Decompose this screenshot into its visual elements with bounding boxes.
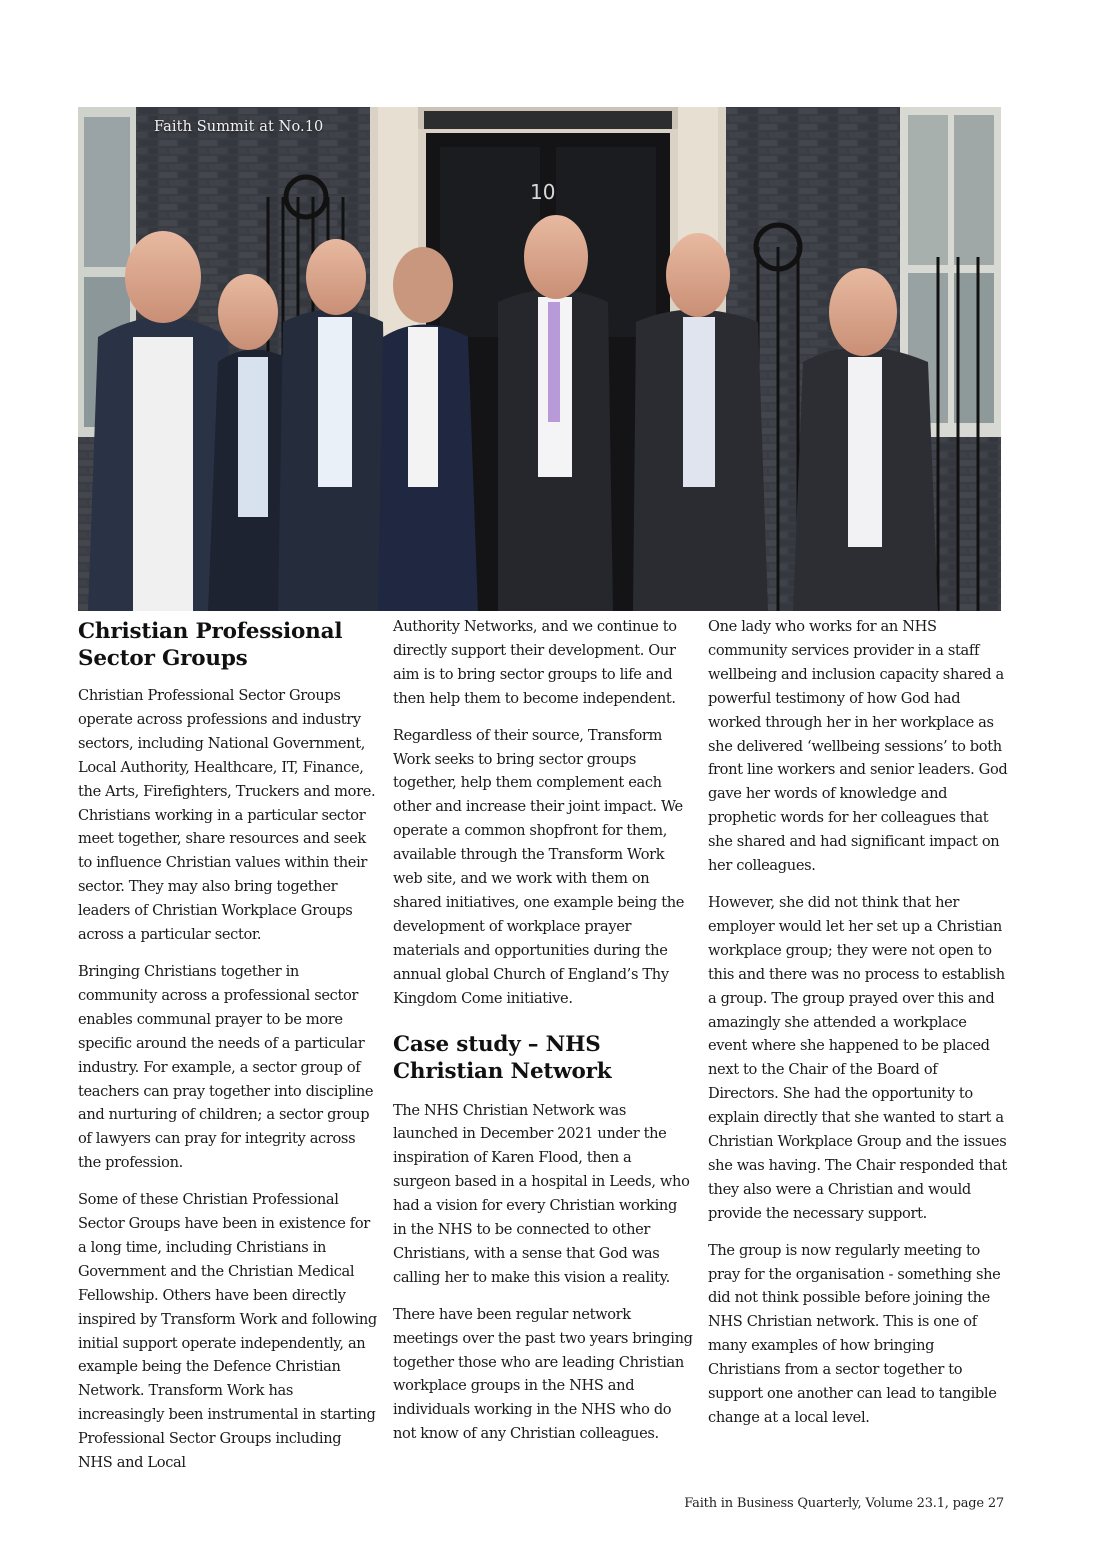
paragraph: One lady who works for an NHS community services provider in a staff wellbeing and inclusion capacity shared a powerful testimony of how God had worked through her in her workplace as she delivered ‘wellbeing sessions’ to both front line workers and senior leaders. God gave her words of knowledge and prophetic words for her colleagues that she shared and had significant impact on her colleagues. <box>708 618 1008 875</box>
page-footer: Faith in Business Quarterly, Volume 23.1, page 27 <box>684 1496 1004 1511</box>
paragraph: Bringing Christians together in community across a professional sector enables communal prayer to be more specific around the needs of a particular industry. For example, a sector group of teachers can pray together into discipline and nurturing of children; a sector group of lawyers can pray for integrity across the profession. <box>78 962 374 1172</box>
door-number: 10 <box>530 180 556 204</box>
group-photo <box>78 107 1001 611</box>
photo-caption: Faith Summit at No.10 <box>154 119 324 135</box>
paragraph: Some of these Christian Professional Sector Groups have been in existence for a long time, including Christians in Government and the Christian Medical Fellowship. Others have been directly inspired by Transform Work and following initial support operate independently, an example being the Defence Christian Network. Transform Work has increasingly been instrumental in starting Professional Sector Groups including NHS and Local <box>78 1191 377 1472</box>
article-column-1 <box>78 618 378 1488</box>
paragraph: There have been regular network meetings over the past two years bringing together those who are leading Christian workplace groups in the NHS and individuals working in the NHS who do not know of any Christian colleagues. <box>393 1305 693 1443</box>
downing-street-photo-illustration <box>78 107 1001 611</box>
article-column-2 <box>393 615 693 1459</box>
article-column-3 <box>708 615 1008 1443</box>
case-study-heading: Case study – NHS Christian Network <box>393 1031 612 1084</box>
paragraph: Authority Networks, and we continue to directly support their development. Our aim is to bring sector groups to life and then help them to become independent. <box>393 618 677 707</box>
paragraph: The NHS Christian Network was launched in December 2021 under the inspiration of Karen Flood, then a surgeon based in a hospital in Leeds, who had a vision for every Christian working in the NHS to be connected to other Christians, with a sense that God was calling her to make this vision a reality. <box>393 1101 690 1286</box>
paragraph: However, she did not think that her employer would let her set up a Christian workplace group; they were not open to this and there was no process to establish a group. The group prayed over this and amazingly she attended a workplace event where she happened to be placed next to the Chair of the Board of Directors. She had the opportunity to explain directly that she wanted to start a Christian Workplace Group and the issues she was having. The Chair responded that they also were a Christian and would provide the necessary support. <box>708 893 1007 1222</box>
section-heading: Christian Professional Sector Groups <box>78 619 343 671</box>
paragraph: Regardless of their source, Transform Work seeks to bring sector groups together, help them complement each other and increase their joint impact. We operate a common shopfront for them, available through the Transform Work web site, and we work with them on shared initiatives, one example being the development of workplace prayer materials and opportunities during the annual global Church of England’s Thy Kingdom Come initiative. <box>393 726 685 1007</box>
paragraph: Christian Professional Sector Groups operate across professions and industry sectors, including National Government, Local Authority, Healthcare, IT, Finance, the Arts, Firefighters, Truckers and more. Christians working in a particular sector meet together, share resources and seek to influence Christian values within their sector. They may also bring together leaders of Christian Workplace Groups across a particular sector. <box>78 687 376 944</box>
paragraph: The group is now regularly meeting to pray for the organisation - something she did not think possible before joining the NHS Christian network. This is one of many examples of how bringing Christians from a sector together to support one another can lead to tangible change at a local level. <box>708 1241 1001 1426</box>
